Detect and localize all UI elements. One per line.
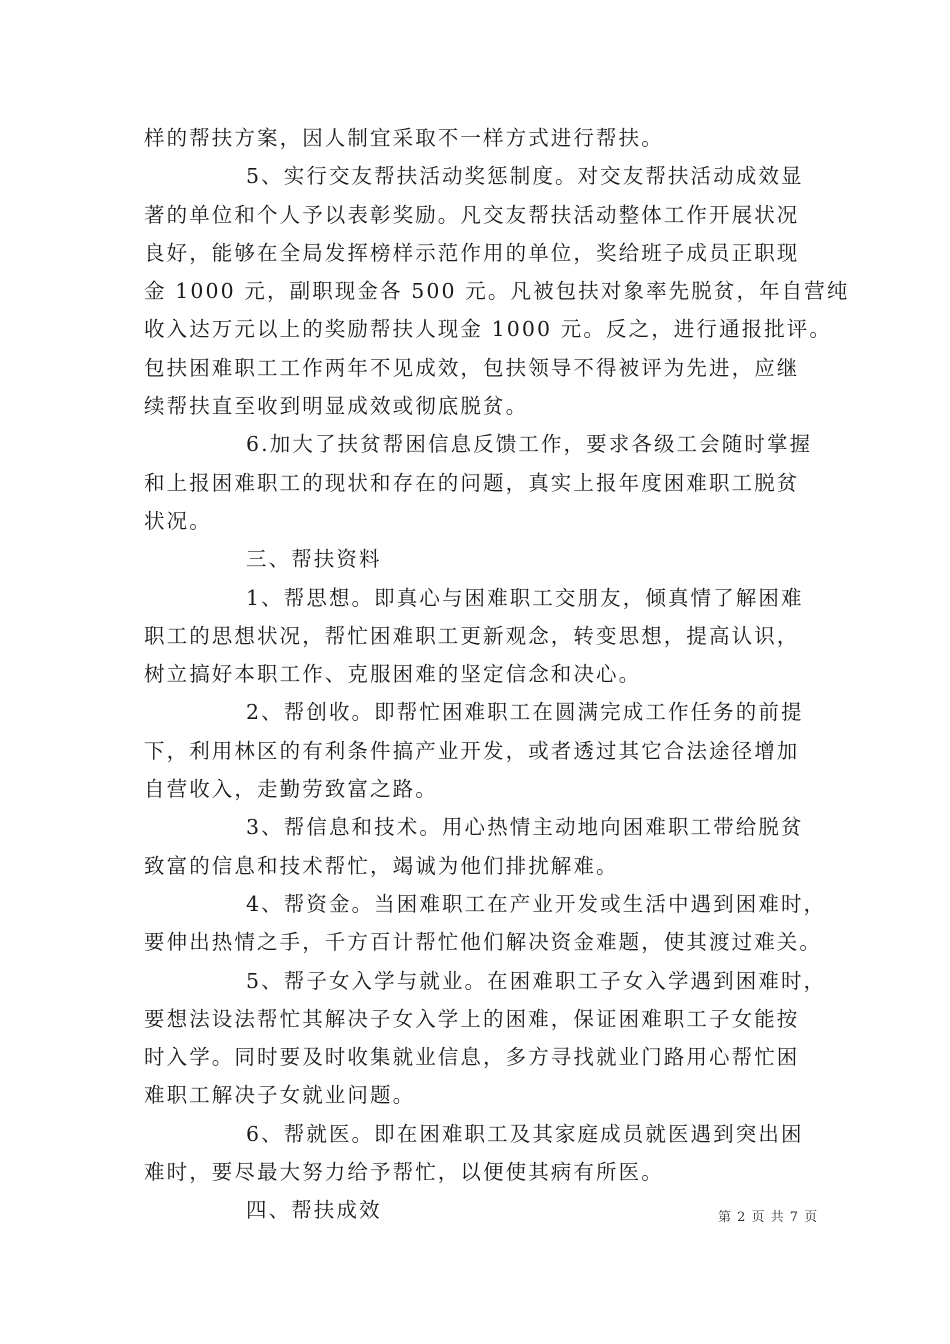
paragraph-line: 包扶困难职工工作两年不见成效，包扶领导不得被评为先进，应继: [144, 355, 800, 380]
paragraph-line: 要伸出热情之手，千方百计帮忙他们解决资金难题，使其渡过难关。: [144, 930, 822, 955]
paragraph-line: 致富的信息和技术帮忙，竭诚为他们排扰解难。: [144, 853, 619, 878]
paragraph-line: 时入学。同时要及时收集就业信息，多方寻找就业门路用心帮忙困: [144, 1045, 800, 1070]
paragraph-line: 著的单位和个人予以表彰奖励。凡交友帮扶活动整体工作开展状况: [144, 202, 800, 227]
paragraph-line: 收入达万元以上的奖励帮扶人现金 1000 元。反之，进行通报批评。: [144, 317, 833, 342]
paragraph-first-line: 四、帮扶成效: [246, 1198, 382, 1223]
paragraph-first-line: 6.加大了扶贫帮困信息反馈工作，要求各级工会随时掌握: [246, 432, 813, 457]
paragraph-first-line: 6、帮就医。即在困难职工及其家庭成员就医遇到突出困: [246, 1121, 804, 1146]
paragraph-line: 状况。: [144, 508, 212, 533]
paragraph-line: 要想法设法帮忙其解决子女入学上的困难，保证困难职工子女能按: [144, 1006, 800, 1031]
paragraph-line: 和上报困难职工的现状和存在的问题，真实上报年度困难职工脱贫: [144, 470, 800, 495]
paragraph-line: 难职工解决子女就业问题。: [144, 1083, 416, 1108]
paragraph-line: 下，利用林区的有利条件搞产业开发，或者透过其它合法途径增加: [144, 738, 800, 763]
paragraph-first-line: 3、帮信息和技术。用心热情主动地向困难职工带给脱贫: [246, 815, 804, 840]
paragraph-line: 良好，能够在全局发挥榜样示范作用的单位，奖给班子成员正职现: [144, 240, 800, 265]
document-body: [144, 119, 850, 1230]
paragraph-first-line: 5、实行交友帮扶活动奖惩制度。对交友帮扶活动成效显: [246, 164, 804, 189]
paragraph-line: 难时，要尽最大努力给予帮忙，以便使其病有所医。: [144, 1160, 664, 1185]
paragraph-first-line: 2、帮创收。即帮忙困难职工在圆满完成工作任务的前提: [246, 700, 804, 725]
paragraph-line: 职工的思想状况，帮忙困难职工更新观念，转变思想，提高认识，: [144, 623, 800, 648]
paragraph-first-line: 5、帮子女入学与就业。在困难职工子女入学遇到困难时，: [246, 968, 827, 993]
paragraph-first-line: 4、帮资金。当困难职工在产业开发或生活中遇到困难时，: [246, 891, 827, 916]
paragraph-line: 样的帮扶方案，因人制宜采取不一样方式进行帮扶。: [144, 126, 664, 150]
paragraph-first-line: 三、帮扶资料: [246, 547, 382, 572]
paragraph-line: 金 1000 元，副职现金各 500 元。凡被包扶对象率先脱贫，年自营纯: [144, 279, 850, 304]
paragraph-line: 树立搞好本职工作、克服困难的坚定信念和决心。: [144, 662, 642, 687]
paragraph-first-line: 1、帮思想。即真心与困难职工交朋友，倾真情了解困难: [246, 585, 804, 610]
paragraph-line: 自营收入，走勤劳致富之路。: [144, 777, 438, 802]
page-number-footer: 第 2 页 共 7 页: [718, 1210, 819, 1225]
paragraph-line: 续帮扶直至收到明显成效或彻底脱贫。: [144, 394, 529, 419]
